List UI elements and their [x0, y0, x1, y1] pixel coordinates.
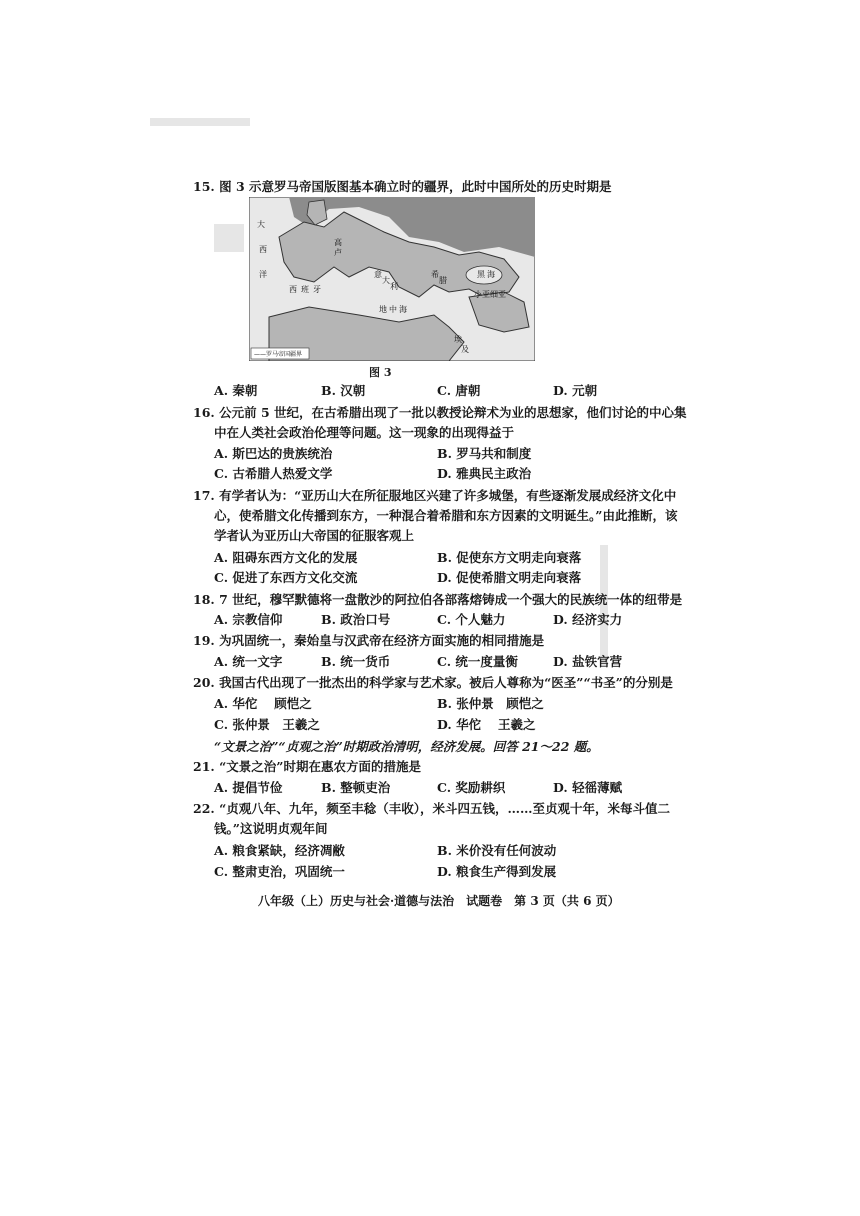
question-16-stem-line1: 16. 公元前 5 世纪，在古希腊出现了一批以教授论辩术为业的思想家，他们讨论的中心集	[193, 405, 687, 420]
map-label: 地	[379, 305, 387, 314]
figure-caption: 图 3	[369, 366, 392, 379]
q16-option-a[interactable]: A. 斯巴达的贵族统治	[214, 446, 333, 461]
q21-option-a[interactable]: A. 提倡节俭	[214, 780, 283, 795]
q15-option-a[interactable]: A. 秦朝	[214, 383, 258, 398]
q20-option-a[interactable]: A. 华佗 顾恺之	[214, 696, 312, 711]
q20-option-c[interactable]: C. 张仲景 王羲之	[214, 717, 320, 732]
map-label: 海	[399, 305, 407, 314]
map-label: 希	[431, 270, 439, 279]
q16-option-c[interactable]: C. 古希腊人热爱文学	[214, 466, 333, 481]
q22-option-a[interactable]: A. 粮食紧缺，经济凋敝	[214, 843, 345, 858]
q16-option-b[interactable]: B. 罗马共和制度	[437, 446, 532, 461]
map-label: 及	[461, 345, 469, 354]
question-16-stem-line2: 中在人类社会政治伦理等问题。这一现象的出现得益于	[214, 425, 515, 440]
map-label: 班	[301, 285, 309, 294]
map-label: 西	[259, 245, 267, 254]
q15-option-d[interactable]: D. 元朝	[553, 383, 598, 398]
q17-option-a[interactable]: A. 阻碍东西方文化的发展	[214, 550, 358, 565]
q16-option-d[interactable]: D. 雅典民主政治	[437, 466, 532, 481]
q22-option-d[interactable]: D. 粮食生产得到发展	[437, 864, 557, 879]
question-17-stem-line1: 17. 有学者认为：“亚历山大在所征服地区兴建了许多城堡，有些逐渐发展成经济文化中	[193, 488, 677, 503]
q18-option-c[interactable]: C. 个人魅力	[437, 612, 506, 627]
question-20-stem: 20. 我国古代出现了一批杰出的科学家与艺术家。被后人尊称为“医圣”“书圣”的分别是	[193, 675, 673, 690]
map-label: 埃	[454, 335, 462, 344]
map-label: 腊	[439, 276, 447, 285]
scan-artifact	[150, 118, 250, 126]
map-label: 利	[390, 282, 398, 291]
map-label: 牙	[313, 285, 321, 294]
q22-option-b[interactable]: B. 米价没有任何波动	[437, 843, 557, 858]
question-15-stem: 15. 图 3 示意罗马帝国版图基本确立时的疆界，此时中国所处的历史时期是	[193, 179, 612, 194]
roman-empire-map	[249, 197, 535, 361]
map-label: 洋	[259, 270, 267, 279]
q18-option-b[interactable]: B. 政治口号	[321, 612, 391, 627]
map-label: 意	[374, 270, 382, 279]
q21-option-c[interactable]: C. 奖励耕织	[437, 780, 506, 795]
scan-artifact	[214, 224, 244, 252]
map-label: 小亚细亚	[474, 290, 506, 299]
q15-option-c[interactable]: C. 唐朝	[437, 383, 481, 398]
question-17-stem-line2: 心，使希腊文化传播到东方，一种混合着希腊和东方因素的文明诞生。”由此推断，该	[214, 508, 678, 523]
map-label: 中	[389, 305, 397, 314]
question-21-stem: 21. “文景之治”时期在惠农方面的措施是	[193, 759, 421, 774]
q17-option-d[interactable]: D. 促使希腊文明走向衰落	[437, 570, 582, 585]
q19-option-c[interactable]: C. 统一度量衡	[437, 654, 518, 669]
q15-option-b[interactable]: B. 汉朝	[321, 383, 366, 398]
q19-option-b[interactable]: B. 统一货币	[321, 654, 391, 669]
map-label: 大	[257, 220, 265, 229]
question-22-stem-line2: 钱。”这说明贞观年间	[214, 821, 328, 836]
map-label: 黑	[477, 270, 485, 279]
question-22-stem-line1: 22. “贞观八年、九年，频至丰稔（丰收），米斗四五钱，……至贞观十年，米每斗值二	[193, 801, 671, 816]
map-legend: ——罗马帝国疆界	[254, 351, 303, 358]
page-footer: 八年级（上）历史与社会·道德与法治 试题卷 第 3 页（共 6 页）	[258, 894, 620, 908]
q20-option-b[interactable]: B. 张仲景 顾恺之	[437, 696, 544, 711]
question-17-stem-line3: 学者认为亚历山大帝国的征服客观上	[214, 528, 415, 543]
map-label: 西	[289, 285, 297, 294]
map-label: 海	[487, 270, 495, 279]
question-18-stem: 18. 7 世纪，穆罕默德将一盘散沙的阿拉伯各部落熔铸成一个强大的民族统一体的纽带是	[193, 592, 683, 607]
map-label: 高	[334, 238, 342, 247]
q20-option-d[interactable]: D. 华佗 王羲之	[437, 717, 536, 732]
q22-option-c[interactable]: C. 整肃吏治，巩固统一	[214, 864, 345, 879]
map-label: 卢	[334, 248, 342, 257]
q18-option-d[interactable]: D. 经济实力	[553, 612, 623, 627]
group-instruction: “文景之治”“贞观之治”时期政治清明，经济发展。回答 21～22 题。	[214, 739, 599, 754]
q18-option-a[interactable]: A. 宗教信仰	[214, 612, 283, 627]
map-label: 大	[382, 276, 390, 285]
question-19-stem: 19. 为巩固统一，秦始皇与汉武帝在经济方面实施的相同措施是	[193, 633, 545, 648]
q17-option-c[interactable]: C. 促进了东西方文化交流	[214, 570, 358, 585]
q19-option-a[interactable]: A. 统一文字	[214, 654, 283, 669]
q17-option-b[interactable]: B. 促使东方文明走向衰落	[437, 550, 582, 565]
q19-option-d[interactable]: D. 盐铁官营	[553, 654, 623, 669]
q21-option-d[interactable]: D. 轻徭薄赋	[553, 780, 623, 795]
q21-option-b[interactable]: B. 整顿吏治	[321, 780, 391, 795]
